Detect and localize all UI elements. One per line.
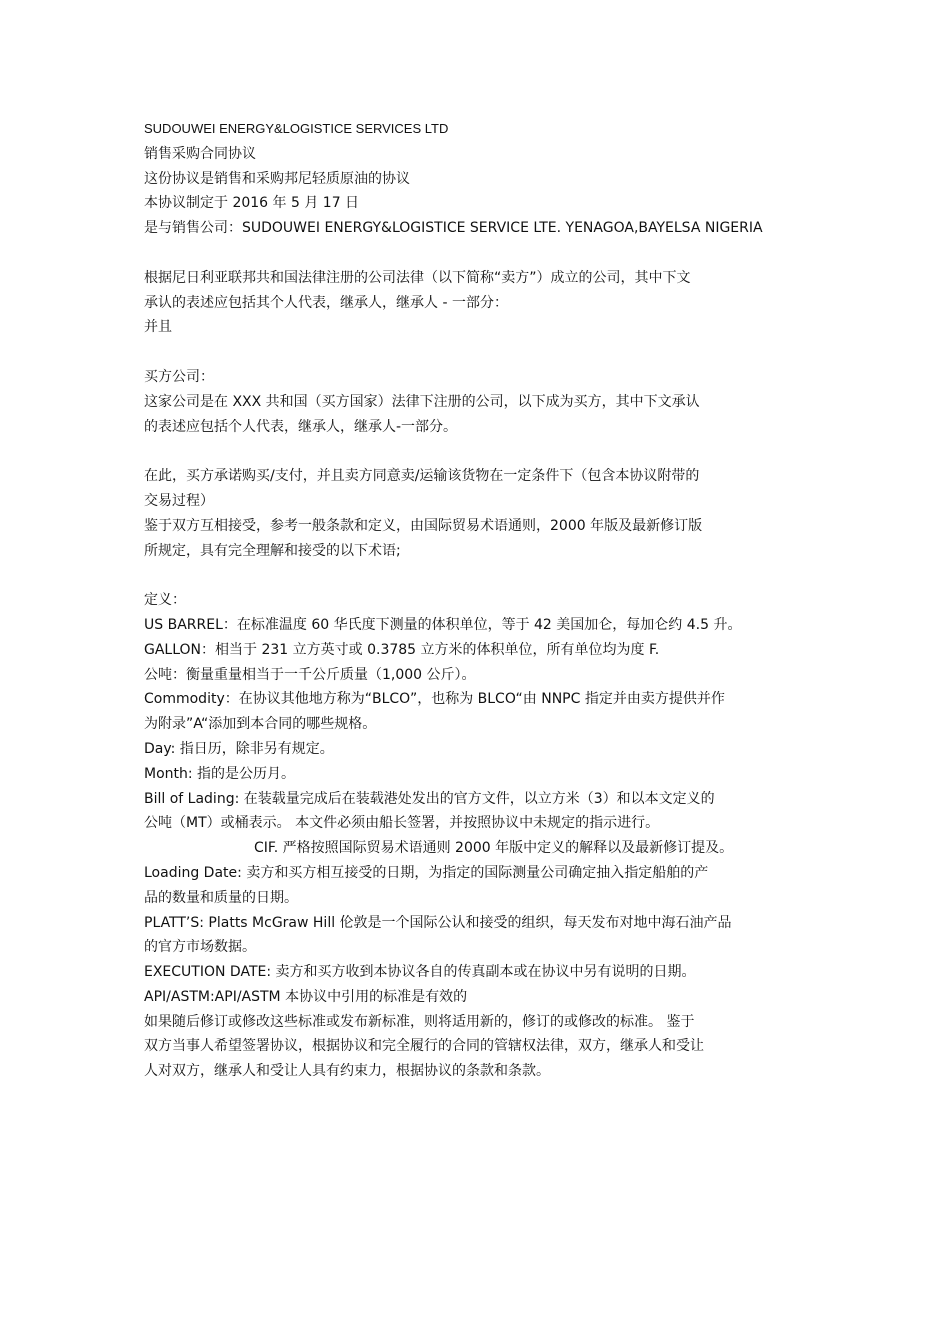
definition-line: API/ASTM:API/ASTM 本协议中引用的标准是有效的 <box>144 988 468 1005</box>
company-name: SUDOUWEI ENERGY&LOGISTICE SERVICES LTD <box>144 121 449 136</box>
document-subtitle: 这份协议是销售和采购邦尼轻质原油的协议 <box>144 170 410 187</box>
agreement-date: 本协议制定于 2016 年 5 月 17 日 <box>144 195 360 212</box>
closing-paragraph-line: 双方当事人希望签署协议，根据协议和完全履行的合同的管辖权法律，双方，继承人和受让 <box>144 1038 704 1055</box>
buyer-heading: 买方公司： <box>144 368 214 385</box>
seller-company-line: 是与销售公司：SUDOUWEI ENERGY&LOGISTICE SERVICE LTE. YENAGOA,BAYELSA NIGERIA <box>144 220 763 237</box>
closing-paragraph-line: 人对双方，继承人和受让人具有约束力，根据协议的条款和条款。 <box>144 1063 550 1080</box>
spacer <box>144 241 824 266</box>
seller-paragraph-line: 并且 <box>144 319 172 336</box>
definition-line: US BARREL：在标准温度 60 华氏度下测量的体积单位，等于 42 美国加仑，每加仑约 4.5 升。 <box>144 616 742 633</box>
definition-cif-line: CIF. 严格按照国际贸易术语通则 2000 年版中定义的解释以及最新修订提及。 <box>254 840 734 857</box>
buyer-paragraph-line: 的表述应包括个人代表，继承人，继承人-一部分。 <box>144 418 458 435</box>
document-title: 销售采购合同协议 <box>144 145 256 162</box>
definition-line: Month: 指的是公历月。 <box>144 765 296 782</box>
agreement-paragraph-line: 鉴于双方互相接受，参考一般条款和定义，由国际贸易术语通则，2000 年版及最新修订版 <box>144 517 703 534</box>
definitions-heading: 定义： <box>144 592 186 609</box>
closing-paragraph-line: 如果随后修订或修改这些标准或发布新标准，则将适用新的，修订的或修改的标准。 鉴于 <box>144 1013 695 1030</box>
agreement-paragraph-line: 交易过程） <box>144 492 214 509</box>
definition-line: Loading Date: 卖方和买方相互接受的日期，为指定的国际测量公司确定抽入指定船舶的产 <box>144 864 709 881</box>
spacer <box>144 340 824 365</box>
agreement-paragraph-line: 所规定，具有完全理解和接受的以下术语; <box>144 542 401 559</box>
seller-paragraph-line: 根据尼日利亚联邦共和国法律注册的公司法律（以下简称“卖方”）成立的公司，其中下文 <box>144 269 691 286</box>
definition-line: 的官方市场数据。 <box>144 939 256 956</box>
definition-line: 公吨（MT）或桶表示。 本文件必须由船长签署，并按照协议中未规定的指示进行。 <box>144 815 660 832</box>
seller-paragraph-line: 承认的表述应包括其个人代表，继承人，继承人 - 一部分： <box>144 294 508 311</box>
definition-line: Day: 指日历，除非另有规定。 <box>144 740 334 757</box>
definition-line: Commodity：在协议其他地方称为“BLCO”，也称为 BLCO“由 NNPC 指定并由卖方提供并作 <box>144 691 725 708</box>
definition-line: PLATT’S: Platts McGraw Hill 伦敦是一个国际公认和接受的组织，每天发布对地中海石油产品 <box>144 914 732 931</box>
spacer <box>144 563 824 588</box>
spacer <box>144 439 824 464</box>
definition-line: 品的数量和质量的日期。 <box>144 889 298 906</box>
buyer-paragraph-line: 这家公司是在 XXX 共和国（买方国家）法律下注册的公司，以下成为买方，其中下文承认 <box>144 393 700 410</box>
definition-line: EXECUTION DATE: 卖方和买方收到本协议各自的传真副本或在协议中另有说明的日期。 <box>144 964 696 981</box>
document-page <box>144 117 824 1084</box>
definition-line: GALLON：相当于 231 立方英寸或 0.3785 立方米的体积单位，所有单位均为度 F. <box>144 641 660 658</box>
definition-line: Bill of Lading: 在装载量完成后在装载港处发出的官方文件，以立方米（3）和以本文定义的 <box>144 790 715 807</box>
definition-line: 为附录”A“添加到本合同的哪些规格。 <box>144 716 377 733</box>
agreement-paragraph-line: 在此，买方承诺购买/支付，并且卖方同意卖/运输该货物在一定条件下（包含本协议附带的 <box>144 468 700 485</box>
definition-line: 公吨：衡量重量相当于一千公斤质量（1,000 公斤）。 <box>144 666 476 683</box>
